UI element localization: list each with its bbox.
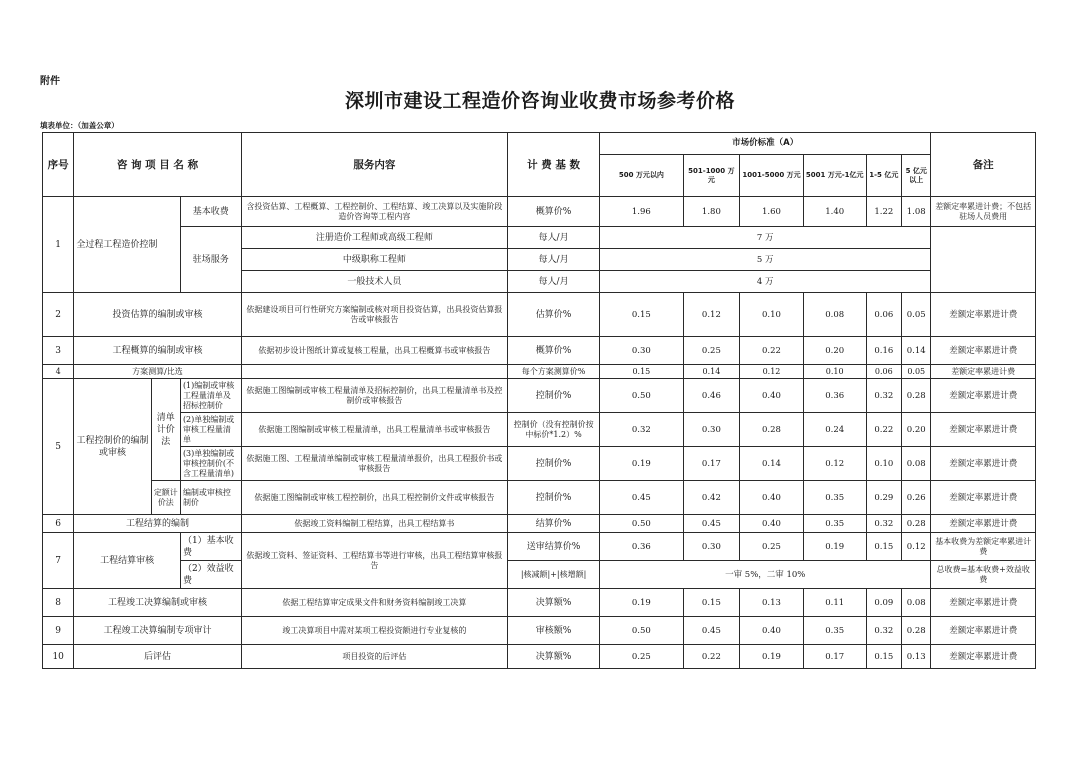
remark-cell bbox=[931, 227, 1036, 293]
remark-cell: 总收费=基本收费+效益收费 bbox=[931, 561, 1036, 589]
service-cell: 依据施工图编制或审核工程控制价，出具工程控制价文件或审核报告 bbox=[241, 481, 508, 515]
seq-cell: 8 bbox=[43, 589, 74, 617]
value-cell: 0.32 bbox=[866, 617, 902, 645]
value-cell: 0.15 bbox=[600, 365, 684, 379]
table-row bbox=[43, 337, 1036, 365]
value-cell: 0.16 bbox=[866, 337, 902, 365]
value-cell: 0.40 bbox=[740, 481, 804, 515]
service-cell: 中级职称工程师 bbox=[241, 249, 508, 271]
value-cell: 0.30 bbox=[600, 337, 684, 365]
basis-cell: 每个方案测算价% bbox=[508, 365, 600, 379]
item-name-cell: 工程结算的编制 bbox=[74, 515, 241, 533]
method-cell: 定额计价法 bbox=[151, 481, 180, 515]
basis-cell: 概算价% bbox=[508, 337, 600, 365]
value-cell: 0.19 bbox=[600, 447, 684, 481]
service-cell: 依据工程结算审定成果文件和财务资料编制竣工决算 bbox=[241, 589, 508, 617]
table-row bbox=[43, 589, 1036, 617]
value-cell: 0.36 bbox=[600, 533, 684, 561]
value-cell: 0.08 bbox=[902, 589, 931, 617]
value-cell: 一审 5%，二审 10% bbox=[600, 561, 931, 589]
value-cell: 0.25 bbox=[683, 337, 739, 365]
sub-item-cell: (2)单独编制或审核工程量清单 bbox=[180, 413, 241, 447]
value-cell: 0.22 bbox=[740, 337, 804, 365]
value-cell: 0.50 bbox=[600, 617, 684, 645]
sub-item-cell: （2）效益收费 bbox=[180, 561, 241, 589]
remark-cell: 差额定率累进计费 bbox=[931, 447, 1036, 481]
service-cell: 依据初步设计图纸计算或复核工程量，出具工程概算书或审核报告 bbox=[241, 337, 508, 365]
sub-item-cell: 驻场服务 bbox=[180, 227, 241, 293]
value-cell: 0.42 bbox=[683, 481, 739, 515]
value-cell: 0.40 bbox=[740, 379, 804, 413]
value-cell: 0.19 bbox=[803, 533, 866, 561]
tier-header: 501-1000 万元 bbox=[683, 155, 739, 197]
value-cell: 0.19 bbox=[740, 645, 804, 669]
remark-header: 备注 bbox=[931, 133, 1036, 197]
sub-item-cell: 编制或审核控制价 bbox=[180, 481, 241, 515]
value-cell: 0.22 bbox=[683, 645, 739, 669]
service-cell: 依据施工图编制或审核工程量清单及招标控制价，出具工程量清单书及控制价或审核报告 bbox=[241, 379, 508, 413]
seq-cell: 1 bbox=[43, 197, 74, 293]
tier-header: 5 亿元以上 bbox=[902, 155, 931, 197]
value-cell: 0.30 bbox=[683, 533, 739, 561]
table-row bbox=[43, 365, 1036, 379]
fee-table bbox=[42, 132, 1036, 669]
service-cell: 竣工决算项目中需对某项工程投资额进行专业复核的 bbox=[241, 617, 508, 645]
value-cell: 0.15 bbox=[600, 293, 684, 337]
value-cell: 0.08 bbox=[803, 293, 866, 337]
item-name-cell: 后评估 bbox=[74, 645, 241, 669]
seq-cell: 2 bbox=[43, 293, 74, 337]
value-cell: 0.19 bbox=[600, 589, 684, 617]
seq-cell: 4 bbox=[43, 365, 74, 379]
table-row bbox=[43, 617, 1036, 645]
sub-item-cell: （1）基本收费 bbox=[180, 533, 241, 561]
value-cell: 0.25 bbox=[600, 645, 684, 669]
value-cell: 0.32 bbox=[866, 379, 902, 413]
value-cell: 0.25 bbox=[740, 533, 804, 561]
basis-cell: 估算价% bbox=[508, 293, 600, 337]
value-cell: 1.22 bbox=[866, 197, 902, 227]
value-cell: 0.13 bbox=[902, 645, 931, 669]
market-price-header: 市场价标准（A） bbox=[600, 133, 931, 155]
basis-header: 计 费 基 数 bbox=[508, 133, 600, 197]
item-name-cell: 投资估算的编制或审核 bbox=[74, 293, 241, 337]
service-cell: 项目投资的后评估 bbox=[241, 645, 508, 669]
value-cell: 0.28 bbox=[902, 515, 931, 533]
sub-item-cell: 基本收费 bbox=[180, 197, 241, 227]
tier-header: 1-5 亿元 bbox=[866, 155, 902, 197]
value-cell: 1.96 bbox=[600, 197, 684, 227]
value-cell: 0.10 bbox=[740, 293, 804, 337]
value-cell: 0.10 bbox=[803, 365, 866, 379]
value-cell: 0.28 bbox=[902, 379, 931, 413]
sub-item-cell: (3)单独编制或审核控制价(不含工程量清单) bbox=[180, 447, 241, 481]
value-cell: 0.12 bbox=[740, 365, 804, 379]
value-cell: 0.20 bbox=[803, 337, 866, 365]
remark-cell: 差额定率累进计费 bbox=[931, 515, 1036, 533]
item-header: 咨 询 项 目 名 称 bbox=[74, 133, 241, 197]
table-row bbox=[43, 561, 1036, 589]
remark-cell: 差额定率累进计费 bbox=[931, 413, 1036, 447]
service-cell bbox=[241, 365, 508, 379]
attachment-label: 附件 bbox=[40, 76, 60, 87]
value-cell: 0.15 bbox=[866, 645, 902, 669]
table-row bbox=[43, 413, 1036, 447]
value-cell: 7 万 bbox=[600, 227, 931, 249]
remark-cell: 差额定率累进计费 bbox=[931, 617, 1036, 645]
value-cell: 0.29 bbox=[866, 481, 902, 515]
seq-cell: 3 bbox=[43, 337, 74, 365]
table-row bbox=[43, 481, 1036, 515]
value-cell: 1.60 bbox=[740, 197, 804, 227]
service-cell: 依据施工图、工程量清单编制或审核工程量清单报价，出具工程报价书或审核报告 bbox=[241, 447, 508, 481]
value-cell: 0.35 bbox=[803, 481, 866, 515]
service-cell: 一般技术人员 bbox=[241, 271, 508, 293]
remark-cell: 差额定率累进计费 bbox=[931, 365, 1036, 379]
value-cell: 0.05 bbox=[902, 365, 931, 379]
value-cell: 0.50 bbox=[600, 515, 684, 533]
remark-cell: 差额定率累进计费 bbox=[931, 645, 1036, 669]
value-cell: 0.32 bbox=[600, 413, 684, 447]
value-cell: 0.12 bbox=[902, 533, 931, 561]
remark-cell: 差额定率累进计费 bbox=[931, 379, 1036, 413]
service-cell: 依据施工图编制或审核工程量清单，出具工程量清单书或审核报告 bbox=[241, 413, 508, 447]
value-cell: 0.45 bbox=[683, 617, 739, 645]
remark-cell: 差额定率累进计费 bbox=[931, 337, 1036, 365]
service-cell: 依据竣工资料、签证资料、工程结算书等进行审核，出具工程结算审核报告 bbox=[241, 533, 508, 589]
value-cell: 4 万 bbox=[600, 271, 931, 293]
item-name-cell: 工程概算的编制或审核 bbox=[74, 337, 241, 365]
basis-cell: 概算价% bbox=[508, 197, 600, 227]
item-name-cell: 方案测算/比选 bbox=[74, 365, 241, 379]
value-cell: 0.35 bbox=[803, 515, 866, 533]
basis-cell: 每人/月 bbox=[508, 249, 600, 271]
value-cell: 0.28 bbox=[740, 413, 804, 447]
value-cell: 0.13 bbox=[740, 589, 804, 617]
table-row bbox=[43, 293, 1036, 337]
service-header: 服务内容 bbox=[241, 133, 508, 197]
item-name-cell: 工程竣工决算编制或审核 bbox=[74, 589, 241, 617]
basis-cell: 审核额% bbox=[508, 617, 600, 645]
tier-header: 1001-5000 万元 bbox=[740, 155, 804, 197]
service-cell: 依据建设项目可行性研究方案编制或核对项目投资估算，出具投资估算报告或审核报告 bbox=[241, 293, 508, 337]
remark-cell: 差额定率累进计费 bbox=[931, 293, 1036, 337]
table-row bbox=[43, 515, 1036, 533]
value-cell: 0.45 bbox=[683, 515, 739, 533]
value-cell: 1.08 bbox=[902, 197, 931, 227]
table-row bbox=[43, 379, 1036, 413]
value-cell: 1.40 bbox=[803, 197, 866, 227]
value-cell: 0.30 bbox=[683, 413, 739, 447]
service-cell: 含投资估算、工程概算、工程控制价、工程结算、竣工决算以及实施阶段造价咨询等工程内容 bbox=[241, 197, 508, 227]
filling-unit-label: 填表单位：（加盖公章） bbox=[40, 121, 119, 130]
basis-cell: 控制价% bbox=[508, 447, 600, 481]
value-cell: 0.46 bbox=[683, 379, 739, 413]
basis-cell: 每人/月 bbox=[508, 271, 600, 293]
value-cell: 0.14 bbox=[902, 337, 931, 365]
basis-cell: 控制价% bbox=[508, 379, 600, 413]
tier-header: 5001 万元-1亿元 bbox=[803, 155, 866, 197]
table-row bbox=[43, 197, 1036, 227]
value-cell: 5 万 bbox=[600, 249, 931, 271]
seq-header: 序号 bbox=[43, 133, 74, 197]
item-name-cell: 全过程工程造价控制 bbox=[74, 197, 181, 293]
page-title: 深圳市建设工程造价咨询业收费市场参考价格 bbox=[344, 90, 735, 112]
value-cell: 0.32 bbox=[866, 515, 902, 533]
value-cell: 0.40 bbox=[740, 515, 804, 533]
service-cell: 注册造价工程师或高级工程师 bbox=[241, 227, 508, 249]
basis-cell: |核减额|+|核增额| bbox=[508, 561, 600, 589]
value-cell: 0.14 bbox=[683, 365, 739, 379]
basis-cell: 控制价% bbox=[508, 481, 600, 515]
item-name-cell: 工程结算审核 bbox=[74, 533, 181, 589]
table-row bbox=[43, 447, 1036, 481]
basis-cell: 每人/月 bbox=[508, 227, 600, 249]
seq-cell: 10 bbox=[43, 645, 74, 669]
value-cell: 0.08 bbox=[902, 447, 931, 481]
seq-cell: 5 bbox=[43, 379, 74, 515]
service-cell: 依据竣工资料编制工程结算，出具工程结算书 bbox=[241, 515, 508, 533]
table-row bbox=[43, 533, 1036, 561]
value-cell: 0.36 bbox=[803, 379, 866, 413]
value-cell: 0.10 bbox=[866, 447, 902, 481]
table-row bbox=[43, 645, 1036, 669]
value-cell: 0.26 bbox=[902, 481, 931, 515]
value-cell: 0.05 bbox=[902, 293, 931, 337]
remark-cell: 基本收费为差额定率累进计费 bbox=[931, 533, 1036, 561]
value-cell: 0.12 bbox=[803, 447, 866, 481]
value-cell: 0.35 bbox=[803, 617, 866, 645]
value-cell: 0.14 bbox=[740, 447, 804, 481]
basis-cell: 结算价% bbox=[508, 515, 600, 533]
sub-item-cell: (1)编制或审核工程量清单及招标控制价 bbox=[180, 379, 241, 413]
header-row bbox=[43, 133, 1036, 155]
basis-cell: 决算额% bbox=[508, 589, 600, 617]
value-cell: 0.06 bbox=[866, 365, 902, 379]
value-cell: 0.06 bbox=[866, 293, 902, 337]
value-cell: 0.22 bbox=[866, 413, 902, 447]
remark-cell: 差额定率累进计费 bbox=[931, 481, 1036, 515]
table-row bbox=[43, 227, 1036, 249]
value-cell: 0.17 bbox=[803, 645, 866, 669]
basis-cell: 控制价（没有控制价按中标价*1.2）% bbox=[508, 413, 600, 447]
remark-cell: 差额定率累进计费 bbox=[931, 589, 1036, 617]
value-cell: 0.45 bbox=[600, 481, 684, 515]
item-name-cell: 工程控制价的编制或审核 bbox=[74, 379, 151, 515]
value-cell: 0.24 bbox=[803, 413, 866, 447]
value-cell: 0.15 bbox=[683, 589, 739, 617]
value-cell: 0.15 bbox=[866, 533, 902, 561]
value-cell: 0.20 bbox=[902, 413, 931, 447]
value-cell: 0.12 bbox=[683, 293, 739, 337]
value-cell: 0.50 bbox=[600, 379, 684, 413]
value-cell: 1.80 bbox=[683, 197, 739, 227]
basis-cell: 决算额% bbox=[508, 645, 600, 669]
value-cell: 0.09 bbox=[866, 589, 902, 617]
method-cell: 清单计价法 bbox=[151, 379, 180, 481]
basis-cell: 送审结算价% bbox=[508, 533, 600, 561]
seq-cell: 9 bbox=[43, 617, 74, 645]
value-cell: 0.28 bbox=[902, 617, 931, 645]
value-cell: 0.40 bbox=[740, 617, 804, 645]
tier-header: 500 万元以内 bbox=[600, 155, 684, 197]
remark-cell: 差额定率累进计费；不包括驻场人员费用 bbox=[931, 197, 1036, 227]
seq-cell: 7 bbox=[43, 533, 74, 589]
item-name-cell: 工程竣工决算编制专项审计 bbox=[74, 617, 241, 645]
value-cell: 0.11 bbox=[803, 589, 866, 617]
value-cell: 0.17 bbox=[683, 447, 739, 481]
seq-cell: 6 bbox=[43, 515, 74, 533]
